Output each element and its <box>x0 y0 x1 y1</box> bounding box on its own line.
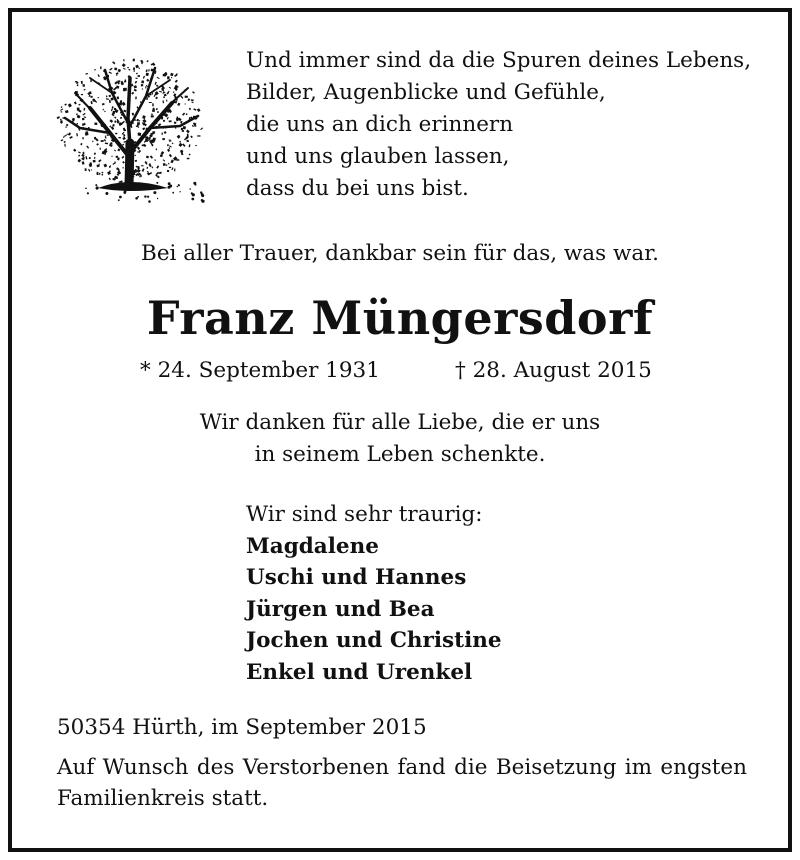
poem-line: Und immer sind da die Spuren deines Lebens, <box>246 48 752 73</box>
mourner-name: Jürgen und Bea <box>246 596 435 622</box>
poem <box>246 45 751 205</box>
mourner-name: Enkel und Urenkel <box>246 659 473 685</box>
poem-line: und uns glauben lassen, <box>246 144 510 169</box>
mourner-name: Magdalene <box>246 533 379 559</box>
poem-line: die uns an dich erinnern <box>246 112 514 137</box>
poem-line: Bilder, Augenblicke und Gefühle, <box>246 80 606 105</box>
tree-icon <box>50 48 212 208</box>
deceased-name: Franz Müngersdorf <box>146 291 654 345</box>
poem-line: dass du bei uns bist. <box>246 176 469 201</box>
mourners-intro: Wir sind sehr traurig: <box>246 502 483 527</box>
mourners-list <box>246 499 502 688</box>
mourner-name: Uschi und Hannes <box>246 565 467 590</box>
burial-note: Auf Wunsch des Verstorbenen fand die Beisetzung im engsten Familienkreis statt. <box>57 755 747 811</box>
place-date: 50354 Hürth, im September 2015 <box>57 715 427 740</box>
thanks-line: Wir danken für alle Liebe, die er uns <box>199 410 601 435</box>
birth-date: * 24. September 1931 <box>140 358 380 383</box>
death-date: † 28. August 2015 <box>455 358 652 383</box>
motto: Bei aller Trauer, dankbar sein für das, was war. <box>141 241 659 266</box>
thanks-line: in seinem Leben schenkte. <box>254 442 546 467</box>
mourner-name: Jochen und Christine <box>246 628 502 653</box>
thanks-text <box>0 407 800 471</box>
